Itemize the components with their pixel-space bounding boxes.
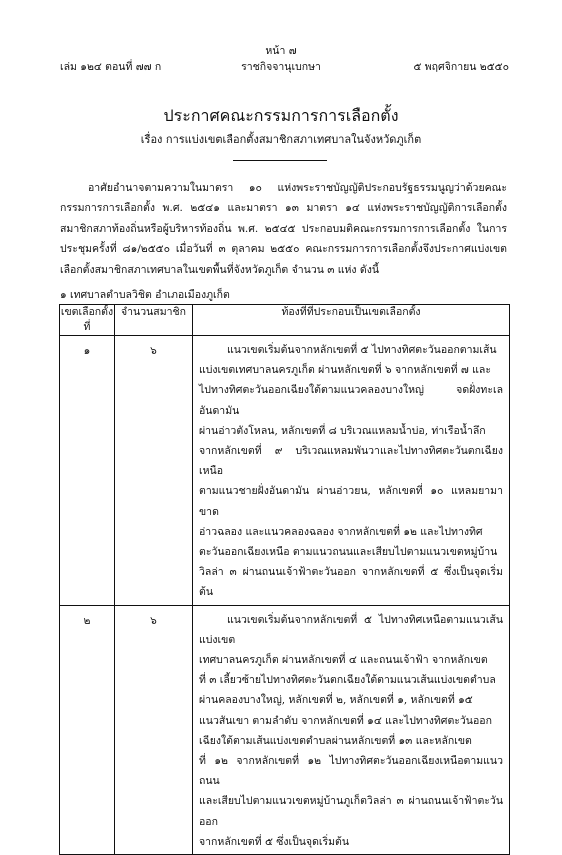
area-line: จากหลักเขตที่ ๕ ซึ่งเป็นจุดเริ่มต้น bbox=[199, 835, 350, 848]
title-divider bbox=[233, 160, 327, 161]
area-line: แนวเขตเริ่มต้นจากหลักเขตที่ ๕ ไปทางทิศตะวันออกตามเส้น bbox=[227, 344, 497, 356]
area-line: ผ่านคลองบางใหญ่, หลักเขตที่ ๒, หลักเขตที่ ๑, หลักเขตที่ ๑๕ bbox=[199, 694, 473, 707]
area-line: ตามแนวชายฝั่งอันดามัน ผ่านอ่าวยน, หลักเขตที่ ๑๐ แหลมยามาขาด bbox=[199, 485, 503, 518]
table-header-row bbox=[60, 305, 510, 336]
area-line: และเสียบไปตามแนวเขตหมู่บ้านภูเก็ตวิลล่า ๓ ผ่านถนนเจ้าฟ้าตะวันออก bbox=[199, 795, 503, 828]
area-line: แบ่งเขตเทศบาลนครภูเก็ต ผ่านหลักเขตที่ ๖ จากหลักเขตที่ ๗ และ bbox=[199, 364, 492, 377]
page-number: หน้า ๗ bbox=[265, 45, 297, 57]
area-description bbox=[193, 336, 510, 606]
district-table bbox=[59, 304, 510, 855]
district-number: ๒ bbox=[60, 605, 115, 854]
publication-name: ราชกิจจานุเบกษา bbox=[241, 61, 321, 73]
header-district: เขตเลือกตั้งที่ bbox=[60, 305, 115, 336]
member-count: ๖ bbox=[115, 336, 193, 606]
page-title: ประกาศคณะกรรมการการเลือกตั้ง bbox=[163, 106, 399, 125]
volume-issue: เล่ม ๑๒๔ ตอนที่ ๗๗ ก bbox=[60, 61, 162, 73]
header-area: ท้องที่ที่ประกอบเป็นเขตเลือกตั้ง bbox=[193, 305, 510, 336]
publication-date: ๕ พฤศจิกายน ๒๕๕๐ bbox=[413, 61, 509, 73]
area-line: ที่ ๑๒ จากหลักเขตที่ ๑๒ ไปทางทิศตะวันออกเฉียงเหนือตามแนวถนน bbox=[199, 755, 503, 788]
area-line: วิลล่า ๓ ผ่านถนนเจ้าฟ้าตะวันออก จากหลักเขตที่ ๕ ซึ่งเป็นจุดเริ่มต้น bbox=[199, 566, 503, 599]
subject-line: เรื่อง การแบ่งเขตเลือกตั้งสมาชิกสภาเทศบาลในจังหวัดภูเก็ต bbox=[140, 133, 422, 146]
area-line: แนวเขตเริ่มต้นจากหลักเขตที่ ๕ ไปทางทิศเหนือตามแนวเส้นแบ่งเขต bbox=[199, 613, 503, 646]
area-line: เฉียงใต้ตามเส้นแบ่งเขตตำบลผ่านหลักเขตที่ ๑๓ และหลักเขต bbox=[199, 734, 472, 747]
intro-paragraph bbox=[60, 178, 507, 280]
table-row bbox=[60, 336, 510, 606]
intro-text: อาศัยอำนาจตามความในมาตรา ๑๐ แห่งพระราชบัญญัติประกอบรัฐธรรมนูญว่าด้วยคณะกรรมการการเลือกตั้ง พ.ศ. ๒๕๔๑ และมาตรา ๑๓ มาตรา ๑๔ แห่งพระราชบัญญัติการเลือกตั้งสมาชิกสภาท้องถิ่นหรือผู้บริหารท้องถิ่น พ.ศ. ๒๕๔๕ ประกอบมติคณะกรรมการการเลือกตั้ง ในการประชุมครั้งที่ ๘๑/๒๕๕๐ เมื่อวันที่ ๓ ตุลาคม ๒๕๕๐ คณะกรรมการการเลือกตั้งจึงประกาศแบ่งเขตเลือกตั้งสมาชิกสภาเทศบาลในเขตพื้นที่จังหวัดภูเก็ต จำนวน ๓ แห่ง ดังนี้ bbox=[60, 182, 507, 276]
area-line: เทศบาลนครภูเก็ต ผ่านหลักเขตที่ ๔ และถนนเจ้าฟ้า จากหลักเขต bbox=[199, 654, 488, 667]
area-line: ที่ ๓ เลี้ยวซ้ายไปทางทิศตะวันตกเฉียงใต้ตามแนวเส้นแบ่งเขตตำบล bbox=[199, 674, 496, 687]
area-line: อ่าวฉลอง และแนวคลองฉลอง จากหลักเขตที่ ๑๒ และไปทางทิศ bbox=[199, 525, 483, 538]
area-description bbox=[193, 605, 510, 854]
header-members: จำนวนสมาชิก bbox=[115, 305, 193, 336]
area-line: ไปทางทิศตะวันออกเฉียงใต้ตามแนวคลองบางใหญ่ จดฝั่งทะเลอันดามัน bbox=[199, 384, 503, 417]
table-row bbox=[60, 605, 510, 854]
area-line: จากหลักเขตที่ ๙ บริเวณแหลมพันวาและไปทางทิศตะวันตกเฉียงเหนือ bbox=[199, 445, 503, 478]
area-line: แนวสันเขา ตามลำดับ จากหลักเขตที่ ๑๔ และไปทางทิศตะวันออก bbox=[199, 714, 492, 727]
member-count: ๖ bbox=[115, 605, 193, 854]
area-line: ตะวันออกเฉียงเหนือ ตามแนวถนนและเสียบไปตามแนวเขตหมู่บ้าน bbox=[199, 546, 498, 559]
district-number: ๑ bbox=[60, 336, 115, 606]
area-line: ผ่านอ่าวตังโหลน, หลักเขตที่ ๘ บริเวณแหลมน้ำบ่อ, ท่าเรือน้ำลึก bbox=[199, 424, 486, 437]
section-heading: ๑ เทศบาลตำบลวิชิต อำเภอเมืองภูเก็ต bbox=[60, 289, 230, 301]
